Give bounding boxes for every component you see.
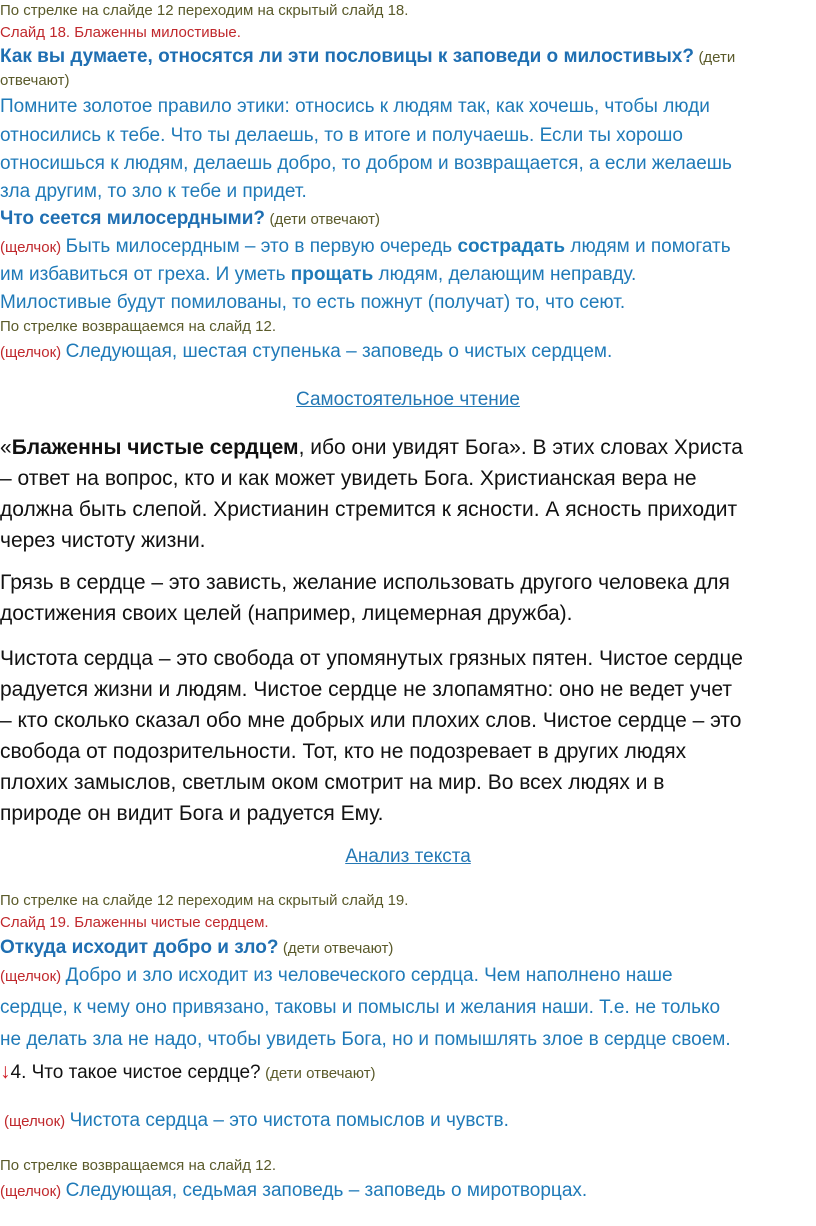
- question-origin: [0, 937, 393, 959]
- reading-line: Грязь в сердце – это зависть, желание использовать другого человека для: [0, 571, 730, 594]
- slide-title: Слайд 18. Блаженны милостивые.: [0, 24, 241, 41]
- paragraph-part: Добро и зло исходит из человеческого сердца. Чем наполнено наше: [65, 965, 673, 986]
- question-text: 4. Что такое чистое сердце?: [10, 1062, 261, 1083]
- click-marker: (щелчок): [0, 1183, 62, 1200]
- reading-line: [0, 432, 810, 463]
- click-paragraph: [0, 341, 612, 363]
- question-part-emph: милосердными?: [106, 208, 266, 229]
- question-mercy: [0, 46, 735, 68]
- paragraph-part: Следующая, шестая ступенька – заповедь о чистых сердцем.: [65, 341, 613, 362]
- paragraph-part: Чистота сердца – это чистота помыслов и чувств.: [69, 1110, 509, 1131]
- paragraph-line: [0, 264, 636, 286]
- question-part: Что сеется: [0, 208, 107, 229]
- paragraph-part: людям, делающим неправду.: [373, 264, 637, 285]
- reading-paragraph-2: [0, 567, 810, 629]
- reading-line: плохих замыслов, светлым оком смотрит на мир. Во всех людях и в: [0, 771, 665, 794]
- section-heading-reading: Самостоятельное чтение: [296, 389, 520, 410]
- paragraph-part: Быть милосердным – это в первую очередь: [65, 236, 458, 257]
- question-text: Как вы думаете, относятся ли эти пословицы к заповеди о милостивых?: [0, 46, 694, 67]
- slide-title: Слайд 19. Блаженны чистые сердцем.: [0, 914, 269, 931]
- reading-line: радуется жизни и людям. Чистое сердце не злопамятно: оно не ведет учет: [0, 678, 732, 701]
- section-heading-analysis: Анализ текста: [345, 846, 471, 867]
- instruction-line: По стрелке на слайде 12 переходим на скрытый слайд 19.: [0, 892, 409, 909]
- question-sown: [0, 208, 380, 230]
- instruction-line: По стрелке на слайде 12 переходим на скрытый слайд 18.: [0, 2, 409, 19]
- click-paragraph: [0, 236, 731, 258]
- emph-word: сострадать: [457, 236, 566, 257]
- question-text: Откуда исходит добро и зло?: [0, 937, 279, 958]
- click-paragraph: [0, 1180, 587, 1202]
- click-marker: (щелчок): [0, 344, 62, 361]
- paragraph-line: не делать зла не надо, чтобы увидеть Бога, но и помышлять злое в сердце своем.: [0, 1029, 731, 1050]
- click-marker: (щелчок): [0, 968, 62, 985]
- reading-line: через чистоту жизни.: [0, 529, 206, 552]
- paragraph-part: Следующая, седьмая заповедь – заповедь о миротворцах.: [65, 1180, 588, 1201]
- paragraph-line: относились к тебе. Что ты делаешь, то в итоге и получаешь. Если ты хорошо: [0, 125, 683, 146]
- paragraph-line: сердце, к чему оно привязано, таковы и помыслы и желания наши. Т.е. не только: [0, 997, 721, 1018]
- paragraph-line: относишься к людям, делаешь добро, то добром и возвращается, а если желаешь: [0, 153, 732, 174]
- reading-paragraph-1: [0, 432, 810, 556]
- reading-line: природе он видит Бога и радуется Ему.: [0, 802, 384, 825]
- reading-line: свобода от подозрительности. Тот, кто не подозревает в других людях: [0, 740, 687, 763]
- reading-line: должна быть слепой. Христианин стремится к ясности. А ясность приходит: [0, 498, 738, 521]
- reading-line: – кто сколько сказал обо мне добрых или плохих слов. Чистое сердце – это: [0, 709, 742, 732]
- click-paragraph: [0, 965, 673, 987]
- answer-note-cont: отвечают): [0, 72, 70, 89]
- reading-part: , ибо они увидят Бога». В этих словах Христа: [298, 436, 743, 459]
- emph-word: прощать: [290, 264, 374, 285]
- reading-line: достижения своих целей (например, лицемерная дружба).: [0, 602, 573, 625]
- beatitude-emph: Блаженны чистые сердцем: [11, 436, 299, 459]
- click-marker: (щелчок): [0, 239, 62, 256]
- reading-line: Чистота сердца – это свобода от упомянутых грязных пятен. Чистое сердце: [0, 647, 743, 670]
- instruction-line: По стрелке возвращаемся на слайд 12.: [0, 318, 277, 335]
- instruction-line: По стрелке возвращаемся на слайд 12.: [0, 1157, 277, 1174]
- answer-note: (дети: [698, 49, 736, 66]
- click-paragraph: [4, 1110, 509, 1132]
- click-marker: (щелчок): [4, 1113, 66, 1130]
- answer-note: (дети отвечают): [269, 211, 380, 228]
- answer-note: (дети отвечают): [265, 1065, 376, 1082]
- down-arrow-icon: ↓: [0, 1060, 11, 1083]
- question-pure-heart: [0, 1060, 376, 1084]
- paragraph-line: зла другим, то зло к тебе и придет.: [0, 181, 307, 202]
- paragraph-line: Милостивые будут помилованы, то есть пожнут (получат) то, что сеют.: [0, 292, 626, 313]
- reading-line: – ответ на вопрос, кто и как может увидеть Бога. Христианская вера не: [0, 467, 697, 490]
- paragraph-part: им избавиться от греха. И уметь: [0, 264, 291, 285]
- question-text: [0, 208, 265, 229]
- quote-mark: «: [0, 436, 12, 459]
- paragraph-line: Помните золотое правило этики: относись к людям так, как хочешь, чтобы люди: [0, 96, 710, 117]
- answer-note: (дети отвечают): [282, 940, 394, 957]
- paragraph-part: людям и помогать: [565, 236, 731, 257]
- reading-paragraph-3: [0, 643, 810, 829]
